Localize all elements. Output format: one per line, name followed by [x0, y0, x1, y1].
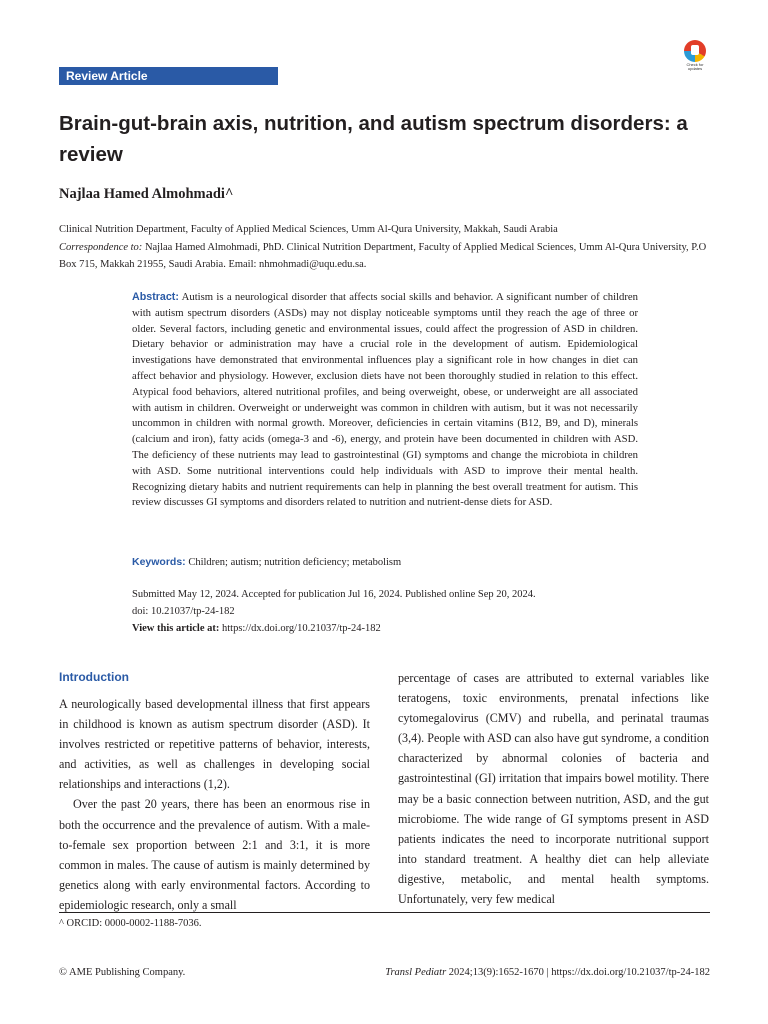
body-column-right — [398, 668, 709, 909]
body-column-left — [59, 694, 370, 915]
article-title: Brain-gut-brain axis, nutrition, and autism spectrum disorders: a review — [59, 112, 688, 166]
abstract — [132, 290, 638, 511]
orcid-footnote: ^ ORCID: 0000-0002-1188-7036. — [59, 918, 202, 929]
keywords-text: Children; autism; nutrition deficiency; metabolism — [185, 557, 402, 568]
submission-dates: Submitted May 12, 2024. Accepted for publication Jul 16, 2024. Published online Sep 20, 2024. — [132, 589, 536, 600]
abstract-label: Abstract: — [132, 291, 179, 303]
abstract-text: Autism is a neurological disorder that affects social skills and behavior. A significant number of children with autism spectrum disorders (ASDs) may not display noticeable symptoms until they reach the age of three or older. Several factors, including genetic and environmental issues, could affect the progression of ASD in children. Dietary behavior or administration may have a crucial role in the development of autism. Epidemiological investigations have demonstrated that environmental influences play a significant role in how changes in diet can affect behavior and physiology. However, exclusion diets have not been thoroughly studied in relation to this effect. Atypical food behaviors, altered nutritional profiles, and being overweight, obese, or underweight are all associated with autism in children. Overweight or underweight was common in children with autism, but it was not necessarily uncommon in children with normal growth. Moreover, deficiencies in certain vitamins (B12, B9, and D), minerals (calcium and iron), fatty acids (omega-3 and -6), energy, and protein have been documented in children with ASD. The deficiency of these nutrients may lead to gastrointestinal (GI) symptoms and change the microbiota in children with ASD. Some nutritional interventions could help individuals with ASD to improve their mental health. Recognizing dietary habits and nutrient requirements can help in planning the best overall treatment for autism. This review discusses GI symptoms and disorders related to nutrition and nutrient-dense diets for ASD. — [132, 291, 638, 509]
footer-copyright: © AME Publishing Company. — [59, 967, 186, 978]
footer-citation-text: 2024;13(9):1652-1670 | https://dx.doi.org/10.21037/tp-24-182 — [446, 967, 710, 978]
correspondence-label: Correspondence to: — [59, 241, 143, 253]
footer-citation — [385, 967, 710, 978]
view-url[interactable]: https://dx.doi.org/10.21037/tp-24-182 — [219, 623, 381, 634]
paragraph: percentage of cases are attributed to external variables like teratogens, toxic environments, prenatal infections like cytomegalovirus (CMV) and rubella, and perinatal traumas (3,4). People with ASD can also have gut syndrome, a condition characterized by abnormal colonies of bacteria and gastrointestinal (GI) irritation that impairs bowel motility. There may be a basic connection between nutrition, ASD, and the gut microbiome. The wide range of GI symptoms present in ASD patients indicates the need to incorporate nutritional support into standard treatment. A healthy diet can help alleviate digestive, metabolic, and mental health symptoms. Unfortunately, very few medical — [398, 671, 709, 907]
paragraph: A neurologically based developmental illness that first appears in childhood is known as autism spectrum disorder (ASD). It involves restricted or repetitive patterns of behavior, interests, and activities, as well as challenges in developing social relationships and interactions (1,2). — [59, 697, 370, 792]
keywords — [132, 556, 642, 568]
section-heading-introduction: Introduction — [59, 670, 129, 684]
article-type-badge: Review Article — [59, 67, 278, 85]
footer-journal: Transl Pediatr — [385, 967, 447, 978]
view-label: View this article at: — [132, 623, 220, 634]
view-article-link[interactable] — [132, 620, 692, 637]
affiliation: Clinical Nutrition Department, Faculty of Applied Medical Sciences, Umm Al-Qura University, Makkah, Saudi Arabia — [59, 224, 558, 235]
check-for-updates-label: Check for updates — [686, 62, 704, 71]
correspondence — [59, 239, 719, 274]
keywords-label: Keywords: — [132, 556, 186, 568]
paragraph: Over the past 20 years, there has been an enormous rise in both the occurrence and the prevalence of autism. With a male-to-female sex proportion between 2:1 and 3:1, it is more common in males. The cause of autism is mainly determined by genetics along with early environmental factors. According to epidemiologic research, only a small — [59, 797, 370, 912]
correspondence-text: Najlaa Hamed Almohmadi, PhD. Clinical Nutrition Department, Faculty of Applied Medical Sciences, Umm Al-Qura University, P.O Box 715, Makkah 21955, Saudi Arabia. Email: nhmohmadi@uqu.edu.sa. — [59, 241, 707, 270]
publication-meta — [132, 586, 692, 637]
check-for-updates-icon[interactable] — [680, 40, 710, 70]
author-name: Najlaa Hamed Almohmadi^ — [59, 186, 234, 202]
footnote-divider — [59, 912, 710, 913]
affiliation-block — [59, 221, 719, 274]
doi[interactable]: doi: 10.21037/tp-24-182 — [132, 606, 235, 617]
